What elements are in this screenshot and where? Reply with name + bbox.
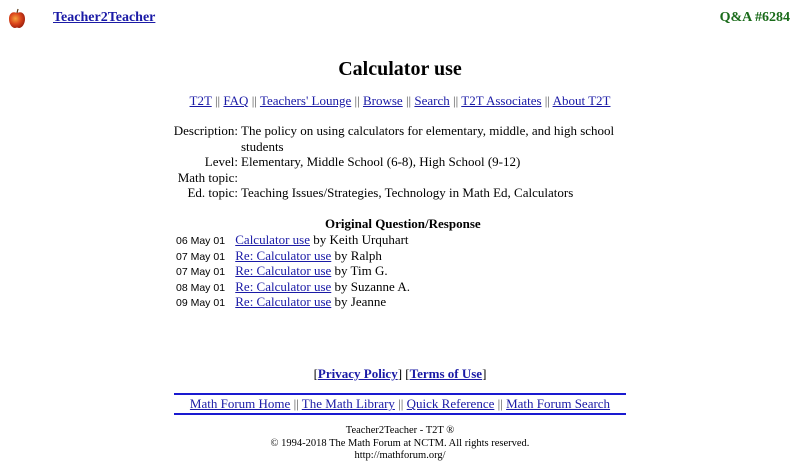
page-title: Calculator use [338, 58, 462, 80]
credits-copyright: © 1994-2018 The Math Forum at NCTM. All rights reserved. [270, 437, 530, 449]
nav-t2t-associates[interactable]: T2T Associates [461, 93, 542, 108]
nav-faq[interactable]: FAQ [223, 93, 249, 108]
nav-separator: || [214, 93, 221, 108]
question-meta [170, 123, 620, 201]
terms-of-use-link[interactable]: Terms of Use [409, 366, 483, 381]
nav-teachers-lounge[interactable]: Teachers' Lounge [259, 93, 352, 108]
ed-topic-label: Ed. topic: [187, 185, 238, 200]
apple-icon [8, 8, 26, 29]
site-home-link[interactable]: Teacher2Teacher [53, 10, 156, 25]
nav-separator: || [293, 396, 299, 411]
post-link[interactable]: Re: Calculator use [235, 263, 332, 278]
footer-math-forum-search[interactable]: Math Forum Search [506, 396, 611, 411]
footer-nav [174, 393, 626, 415]
post-by: by [334, 278, 348, 294]
list-item [176, 232, 410, 248]
credits-url: http://mathforum.org/ [354, 450, 446, 461]
post-date: 07 May 01 [176, 266, 226, 278]
post-author: Keith Urquhart [329, 232, 409, 247]
qa-number: Q&A #6284 [719, 10, 790, 25]
post-link[interactable]: Re: Calculator use [235, 247, 332, 263]
post-by: by [334, 294, 348, 309]
nav-separator: || [405, 93, 412, 108]
post-date: 09 May 01 [176, 297, 226, 309]
nav-browse[interactable]: Browse [362, 93, 403, 108]
credits-trademark: Teacher2Teacher - T2T ® [345, 425, 455, 436]
post-author: Ralph [350, 247, 382, 263]
nav-separator: || [398, 396, 404, 411]
math-topic-label: Math topic: [177, 169, 238, 185]
nav-separator: || [354, 93, 360, 108]
post-by: by [313, 232, 327, 247]
math-topic-value [241, 170, 620, 186]
post-link[interactable]: Re: Calculator use [235, 278, 332, 294]
nav-separator: || [497, 396, 503, 411]
ed-topic-value: Teaching Issues/Strategies, Technology in Math Ed, Calculators [241, 185, 574, 200]
thread-list [176, 232, 410, 310]
legal-links: [Privacy Policy] [Terms of Use] [313, 366, 487, 381]
footer-math-library[interactable]: The Math Library [301, 396, 395, 411]
post-link[interactable]: Re: Calculator use [235, 294, 332, 309]
top-nav [0, 93, 800, 109]
post-date: 06 May 01 [176, 235, 226, 247]
list-item [176, 279, 410, 295]
list-item [176, 248, 410, 264]
footer-quick-reference[interactable]: Quick Reference [406, 396, 495, 411]
nav-t2t[interactable]: T2T [189, 93, 212, 108]
post-author: Jeanne [350, 294, 387, 309]
list-item [176, 263, 410, 279]
post-author: Tim G. [350, 263, 388, 278]
level-label: Level: [204, 154, 238, 169]
description-label: Description: [173, 123, 238, 138]
post-by: by [334, 263, 348, 278]
post-link[interactable]: Calculator use [235, 232, 310, 247]
nav-separator: || [453, 93, 459, 108]
post-by: by [334, 247, 348, 263]
nav-about-t2t[interactable]: About T2T [552, 93, 611, 108]
post-date: 08 May 01 [176, 281, 226, 294]
nav-separator: || [544, 93, 551, 108]
post-date: 07 May 01 [176, 250, 226, 263]
list-item [176, 294, 410, 310]
nav-separator: || [251, 93, 257, 108]
privacy-policy-link[interactable]: Privacy Policy [317, 366, 398, 381]
thread-heading: Original Question/Response [325, 216, 481, 231]
level-value: Elementary, Middle School (6-8), High School (9-12) [241, 154, 521, 169]
footer-math-forum-home[interactable]: Math Forum Home [189, 396, 291, 411]
credits [0, 425, 800, 463]
post-author: Suzanne A. [350, 278, 410, 294]
description-value: The policy on using calculators for elementary, middle, and high school students [241, 123, 615, 154]
nav-search[interactable]: Search [414, 93, 450, 108]
